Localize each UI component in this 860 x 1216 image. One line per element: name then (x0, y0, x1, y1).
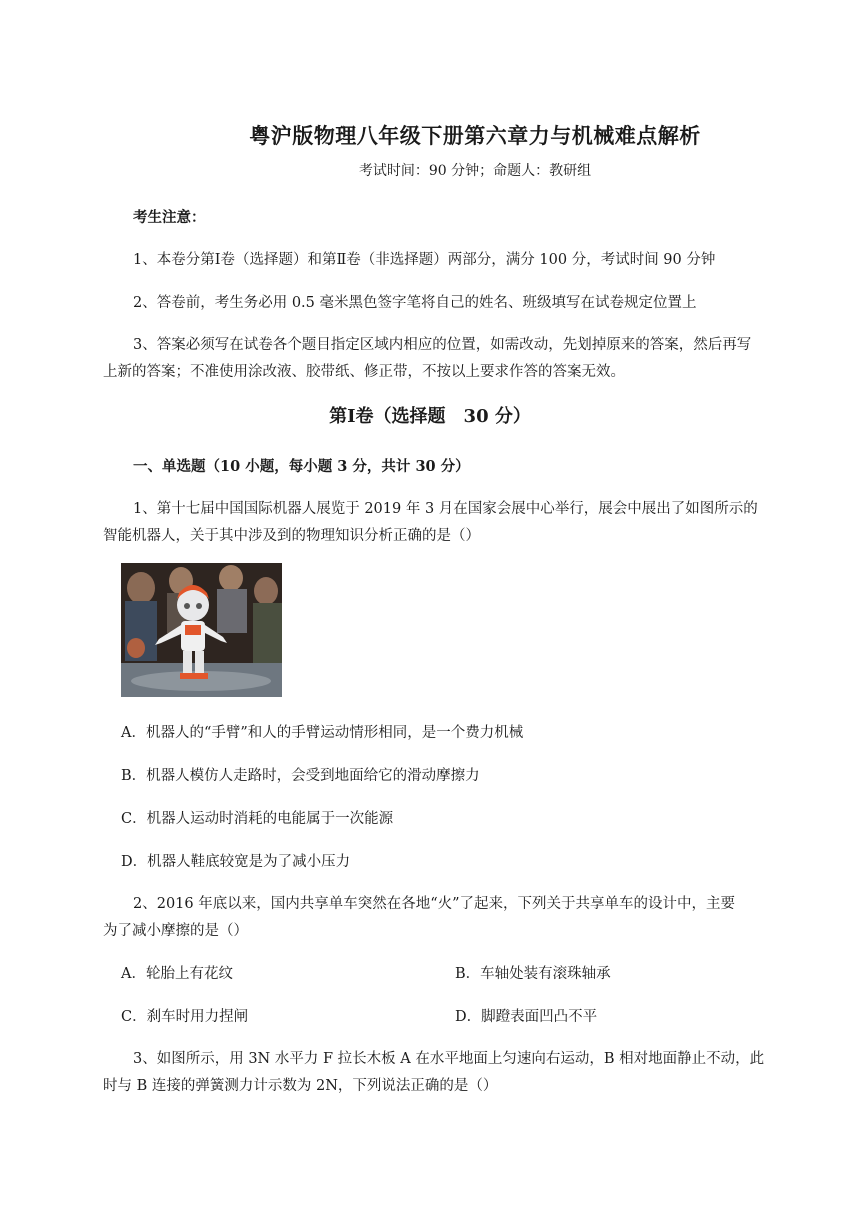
notice-item-1: 1、本卷分第Ⅰ卷（选择题）和第Ⅱ卷（非选择题）两部分，满分 100 分，考试时间 90 分钟 (133, 252, 716, 268)
notice-item-2: 2、答卷前，考生务必用 0.5 毫米黑色签字笔将自己的姓名、班级填写在试卷规定位置上 (133, 295, 697, 311)
part-heading: 一、单选题（10 小题，每小题 3 分，共计 30 分） (133, 458, 470, 475)
robot-photo (121, 563, 282, 697)
question-1-line1: 1、第十七届中国国际机器人展览于 2019 年 3 月在国家会展中心举行，展会中展出了如图所示的 (133, 501, 758, 517)
document-subtitle: 考试时间：90 分钟；命题人：教研组 (358, 163, 592, 179)
question-1-option-c: C．机器人运动时消耗的电能属于一次能源 (121, 811, 394, 827)
question-3-line2: 时与 B 连接的弹簧测力计示数为 2N，下列说法正确的是（） (103, 1078, 498, 1094)
question-2-option-c: C．刹车时用力捏闸 (121, 1009, 249, 1025)
notice-item-3-line2: 上新的答案；不准使用涂改液、胶带纸、修正带，不按以上要求作答的答案无效。 (103, 364, 625, 380)
notice-item-3-line1: 3、答案必须写在试卷各个题目指定区域内相应的位置，如需改动，先划掉原来的答案，然后再写 (133, 337, 752, 353)
document-title: 粤沪版物理八年级下册第六章力与机械难点解析 (249, 123, 701, 148)
robot-illustration (121, 563, 282, 697)
question-1-option-a: A．机器人的“手臂”和人的手臂运动情形相同，是一个费力机械 (121, 725, 524, 741)
notice-heading: 考生注意： (133, 209, 206, 226)
question-2-line2: 为了减小摩擦的是（） (103, 923, 248, 939)
question-2-option-b: B．车轴处装有滚珠轴承 (455, 966, 611, 982)
question-1-option-d: D．机器人鞋底较宽是为了减小压力 (121, 854, 351, 870)
question-1-option-b: B．机器人模仿人走路时，会受到地面给它的滑动摩擦力 (121, 768, 480, 784)
question-1-line2: 智能机器人，关于其中涉及到的物理知识分析正确的是（） (103, 528, 480, 544)
question-2-option-a: A．轮胎上有花纹 (121, 966, 233, 982)
question-2-line1: 2、2016 年底以来，国内共享单车突然在各地“火”了起来，下列关于共享单车的设计中，主要 (133, 896, 736, 912)
section-title: 第Ⅰ卷（选择题 30 分） (329, 406, 531, 427)
question-2-option-d: D．脚蹬表面凹凸不平 (455, 1009, 598, 1025)
question-3-line1: 3、如图所示，用 3N 水平力 F 拉长木板 A 在水平地面上匀速向右运动，B 相对地面静止不动，此 (133, 1051, 765, 1067)
